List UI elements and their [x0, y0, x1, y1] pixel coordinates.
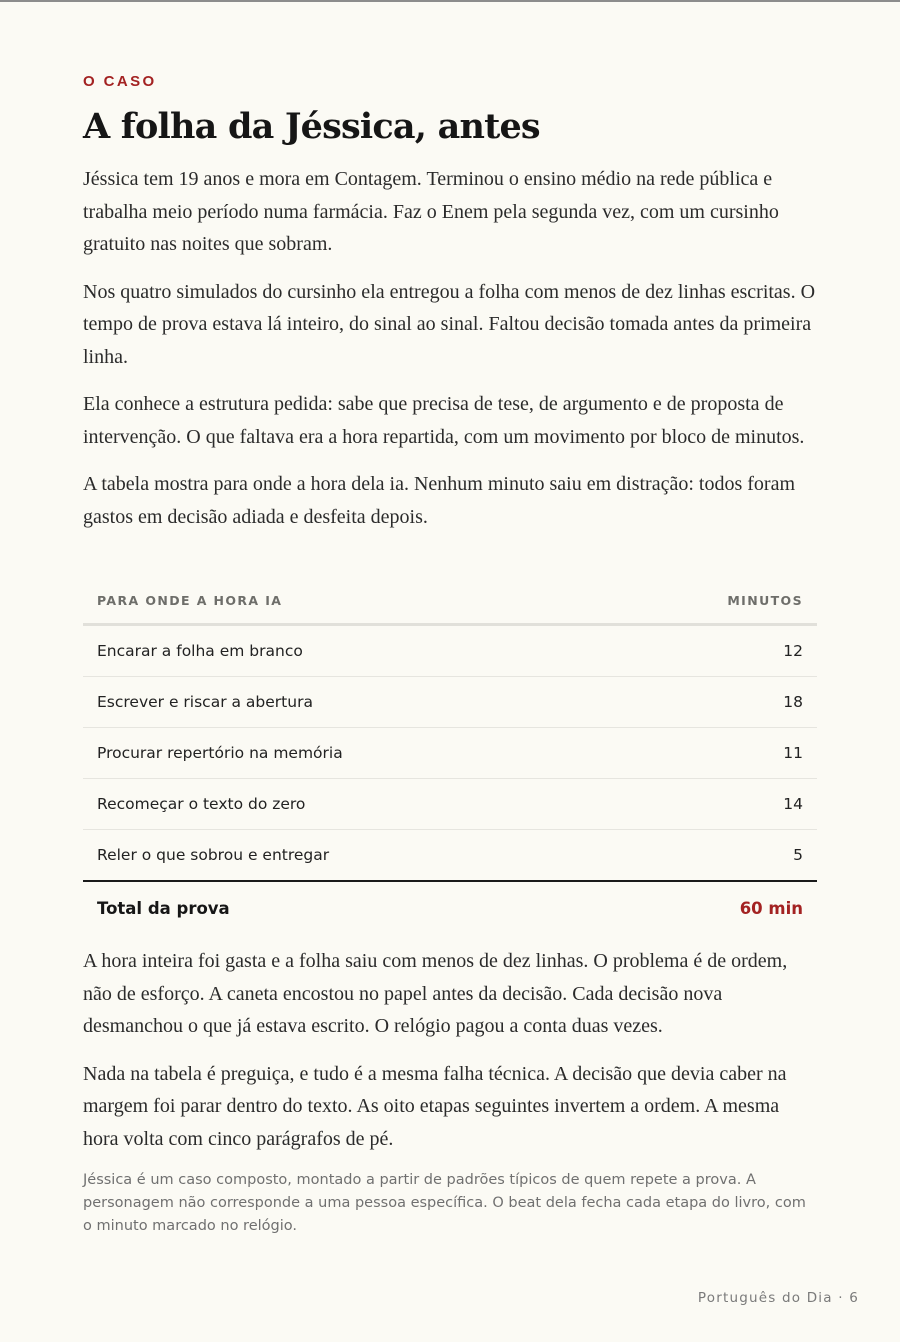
total-value: 60 min [739, 898, 803, 918]
table-row [83, 779, 817, 830]
table-header-row [83, 577, 817, 625]
row-minutes: 18 [615, 677, 817, 728]
column-header-minutes: MINUTOS [615, 577, 817, 625]
row-minutes: 11 [615, 728, 817, 779]
top-rule [0, 0, 900, 2]
paragraph: A tabela mostra para onde a hora dela ia. Nenhum minuto saiu em distração: todos foram gastos em decisão adiada e desfeita depois. [83, 473, 796, 528]
footnote: Jéssica é um caso composto, montado a partir de padrões típicos de quem repete a prova. A personagem não corresponde a uma pessoa específica. O beat dela fecha cada etapa do livro, com o minuto marcado no relógio. [83, 1172, 806, 1234]
total-label: Total da prova [97, 898, 230, 918]
row-label: Procurar repertório na memória [83, 728, 615, 779]
table-row [83, 830, 817, 882]
row-label: Recomeçar o texto do zero [83, 779, 615, 830]
table-row [83, 728, 817, 779]
table-row [83, 625, 817, 677]
row-minutes: 14 [615, 779, 817, 830]
row-label: Escrever e riscar a abertura [83, 677, 615, 728]
paragraph: A hora inteira foi gasta e a folha saiu com menos de dez linhas. O problema é de ordem, não de esforço. A caneta encostou no papel antes da decisão. Cada decisão nova desmanchou o que já estava escrito. O relógio pagou a conta duas vezes. [83, 950, 788, 1037]
section-label: O CASO [83, 73, 157, 90]
paragraph: Nos quatro simulados do cursinho ela entregou a folha com menos de dez linhas escritas. O tempo de prova estava lá inteiro, do sinal ao sinal. Faltou decisão tomada antes da primeira linha. [83, 280, 816, 368]
row-label: Encarar a folha em branco [83, 625, 615, 677]
page-footer: Português do Dia · 6 [697, 1290, 859, 1306]
table-row [83, 677, 817, 728]
table-total-row [83, 881, 817, 934]
paragraph: Ela conhece a estrutura pedida: sabe que precisa de tese, de argumento e de proposta de intervenção. O que faltava era a hora repartida, com um movimento por bloco de minutos. [83, 393, 805, 448]
intro-text [83, 163, 817, 548]
time-table [83, 577, 817, 934]
row-minutes: 12 [615, 625, 817, 677]
page-title: A folha da Jéssica, antes [83, 106, 540, 147]
row-minutes: 5 [615, 830, 817, 882]
paragraph: Jéssica tem 19 anos e mora em Contagem. Terminou o ensino médio na rede pública e trabalha meio período numa farmácia. Faz o Enem pela segunda vez, com um cursinho gratuito nas noites que sobram. [83, 168, 779, 255]
outro-text [83, 945, 817, 1170]
row-label: Reler o que sobrou e entregar [83, 830, 615, 882]
column-header-activity: PARA ONDE A HORA IA [83, 577, 615, 625]
paragraph: Nada na tabela é preguiça, e tudo é a mesma falha técnica. A decisão que devia caber na margem foi parar dentro do texto. As oito etapas seguintes invertem a ordem. A mesma hora volta com cinco parágrafos de pé. [83, 1062, 787, 1150]
